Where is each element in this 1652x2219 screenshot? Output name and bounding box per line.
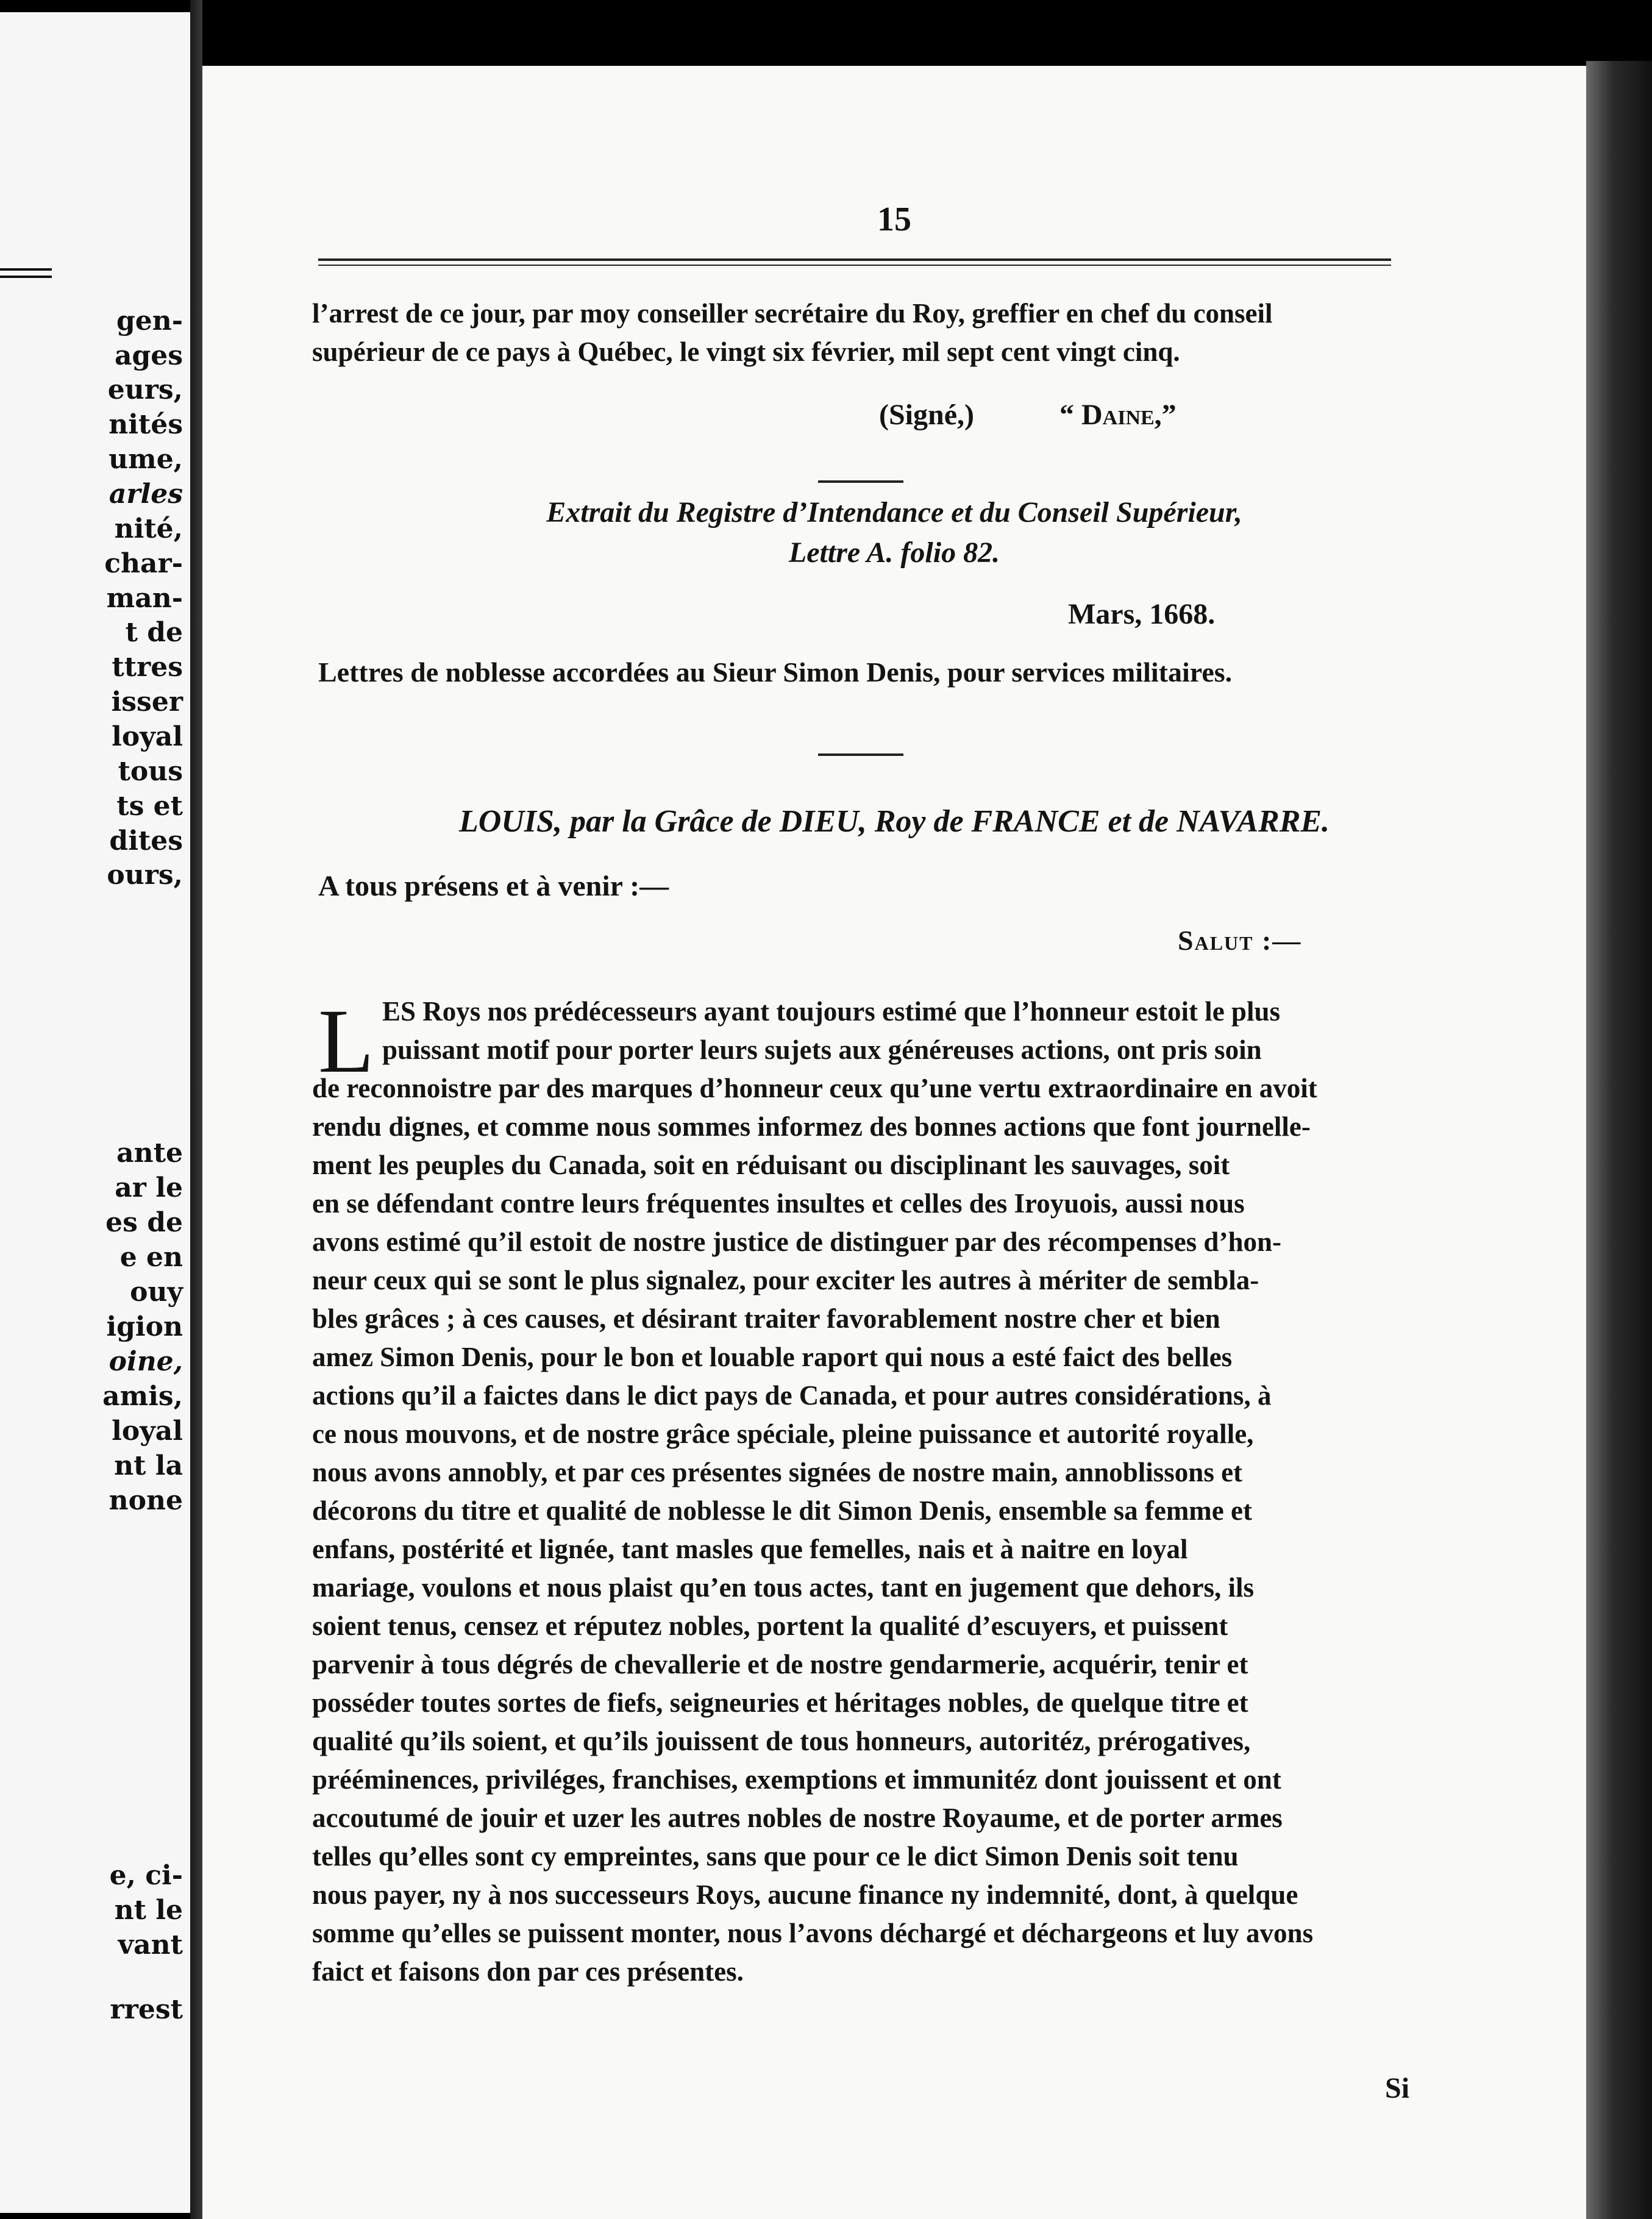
text-line: accoutumé de jouir et uzer les autres nobles de nostre Royaume, et de porter armes (312, 1803, 1283, 1833)
left-page-text-fragment: gen- (116, 305, 183, 337)
left-page-text-fragment: t de (125, 617, 183, 648)
left-page-text-fragment: man- (106, 583, 183, 614)
current-page (202, 66, 1592, 2219)
left-page-text-fragment: es de (105, 1207, 183, 1238)
left-page-text-fragment: nt la (114, 1450, 183, 1481)
text-line: nous avons annobly, et par ces présentes signées de nostre main, annoblissons et (312, 1457, 1243, 1487)
left-page-text-fragment: ours, (107, 860, 183, 891)
left-page-text-fragment: ttres (112, 652, 183, 683)
continuation-paragraph (312, 294, 1409, 371)
book-gutter (190, 0, 202, 2219)
left-page-text-fragment: none (109, 1485, 183, 1516)
text-line: soient tenus, censez et réputez nobles, portent la qualité d’escuyers, et puissent (312, 1611, 1228, 1641)
salutation: Salut :— (1178, 925, 1302, 956)
left-page-text-fragment: loyal (112, 721, 183, 752)
left-page-text-fragment: rrest (110, 1994, 183, 2025)
section-divider (818, 753, 903, 756)
header-rule (318, 258, 1391, 266)
text-line: faict et faisons don par ces présentes. (312, 1956, 744, 1987)
left-page-text-fragment: tous (118, 756, 183, 787)
left-page-text-fragment: ar le (115, 1172, 183, 1203)
left-page-text-fragment: ages (114, 340, 183, 371)
left-page-text-fragment: dites (109, 825, 183, 857)
signatory-name: “ Daine,” (1059, 399, 1177, 431)
extract-title-line: Extrait du Registre d’Intendance et du Conseil Supérieur, (546, 496, 1242, 529)
text-line: prééminences, priviléges, franchises, exemptions et immunitéz dont jouissent et ont (312, 1764, 1281, 1795)
signed-label: (Signé,) (879, 399, 974, 431)
left-page-text-fragment: ante (116, 1138, 183, 1169)
drop-cap: L (318, 991, 374, 1092)
text-line: actions qu’il a faictes dans le dict pays de Canada, et pour autres considérations, à (312, 1380, 1272, 1411)
text-line: de reconnoistre par des marques d’honneur ceux qu’une vertu extraordinaire en avoit (312, 1073, 1317, 1103)
left-page-text-fragment: ts et (116, 791, 183, 822)
text-line: ment les peuples du Canada, soit en réduisant ou disciplinant les sauvages, soit (312, 1150, 1230, 1180)
left-page-text-fragment: ume, (109, 444, 183, 475)
text-line: telles qu’elles sont cy empreintes, sans que pour ce le dict Simon Denis soit tenu (312, 1841, 1239, 1872)
left-page-text-fragment: amis, (102, 1381, 183, 1412)
previous-page-fragment (0, 12, 193, 2213)
section-divider (818, 480, 903, 483)
text-line: qualité qu’ils soient, et qu’ils jouissent de tous honneurs, autoritéz, prérogatives, (312, 1726, 1251, 1756)
left-page-text-fragment: arles (109, 479, 183, 510)
page-number: 15 (877, 201, 911, 238)
left-page-rule (0, 268, 52, 271)
left-page-rule (0, 276, 52, 278)
text-line: neur ceux qui se sont le plus signalez, pour exciter les autres à mériter de sembla- (312, 1265, 1259, 1295)
text-line: posséder toutes sortes de fiefs, seigneuries et héritages nobles, de quelque titre et (312, 1687, 1248, 1718)
catchword: Si (1385, 2072, 1410, 2104)
text-line: enfans, postérité et lignée, tant masles que femelles, nais et à naitre en loyal (312, 1534, 1188, 1564)
text-line: l’arrest de ce jour, par moy conseiller secrétaire du Roy, greffier en chef du conseil (312, 298, 1273, 329)
text-line: somme qu’elles se puissent monter, nous l’avons déchargé et déchargeons et luy avons (312, 1918, 1314, 1948)
text-line: amez Simon Denis, pour le bon et louable raport qui nous a esté faict des belles (312, 1342, 1233, 1372)
left-page-text-fragment: vant (118, 1929, 183, 1961)
text-line: puissant motif pour porter leurs sujets aux généreuses actions, ont pris soin (382, 1035, 1262, 1065)
text-line: bles grâces ; à ces causes, et désirant traiter favorablement nostre cher et bien (312, 1303, 1220, 1334)
left-page-text-fragment: char- (104, 548, 183, 579)
body-paragraph (312, 992, 1409, 1991)
letters-patent-heading: LOUIS, par la Grâce de DIEU, Roy de FRANCE et de NAVARRE. (458, 804, 1330, 839)
text-line: supérieur de ce pays à Québec, le vingt six février, mil sept cent vingt cinq. (312, 337, 1180, 367)
extract-description: Lettres de noblesse accordées au Sieur Simon Denis, pour services militaires. (318, 657, 1233, 688)
signature-line (879, 398, 1177, 432)
text-line: avons estimé qu’il estoit de nostre justice de distinguer par des récompenses d’hon- (312, 1227, 1281, 1257)
text-line: ce nous mouvons, et de nostre grâce spéciale, pleine puissance et autorité royalle, (312, 1419, 1254, 1449)
text-line: en se défendant contre leurs fréquentes insultes et celles des Iroyuois, aussi nous (312, 1188, 1245, 1219)
left-page-text-fragment: isser (111, 686, 183, 718)
text-line: nous payer, ny à nos successeurs Roys, aucune finance ny indemnité, dont, à quelque (312, 1879, 1298, 1910)
address-line: A tous présens et à venir :— (318, 870, 669, 902)
left-page-text-fragment: loyal (112, 1416, 183, 1447)
text-line: mariage, voulons et nous plaist qu’en tous actes, tant en jugement que dehors, ils (312, 1572, 1255, 1603)
page-edge (1586, 61, 1652, 2219)
text-line: décorons du titre et qualité de noblesse le dit Simon Denis, ensemble sa femme et (312, 1495, 1252, 1526)
text-line: rendu dignes, et comme nous sommes informez des bonnes actions que font journelle- (312, 1111, 1311, 1142)
text-line: ES Roys nos prédécesseurs ayant toujours estimé que l’honneur estoit le plus (382, 996, 1280, 1027)
left-page-text-fragment: e en (119, 1242, 183, 1273)
extract-date: Mars, 1668. (1068, 598, 1216, 630)
left-page-text-fragment: ouy (130, 1277, 183, 1308)
left-page-text-fragment: nt le (114, 1895, 183, 1926)
extract-title-line: Lettre A. folio 82. (788, 536, 1000, 569)
left-page-text-fragment: eurs, (107, 374, 183, 405)
left-page-text-fragment: oine, (109, 1346, 183, 1377)
left-page-text-fragment: nités (109, 409, 183, 440)
left-page-text-fragment: nité, (114, 513, 183, 544)
text-line: parvenir à tous dégrés de chevallerie et de nostre gendarmerie, acquérir, tenir et (312, 1649, 1248, 1679)
extract-title (202, 493, 1586, 573)
left-page-text-fragment: e, ci- (109, 1860, 183, 1891)
left-page-text-fragment: igion (106, 1311, 183, 1342)
